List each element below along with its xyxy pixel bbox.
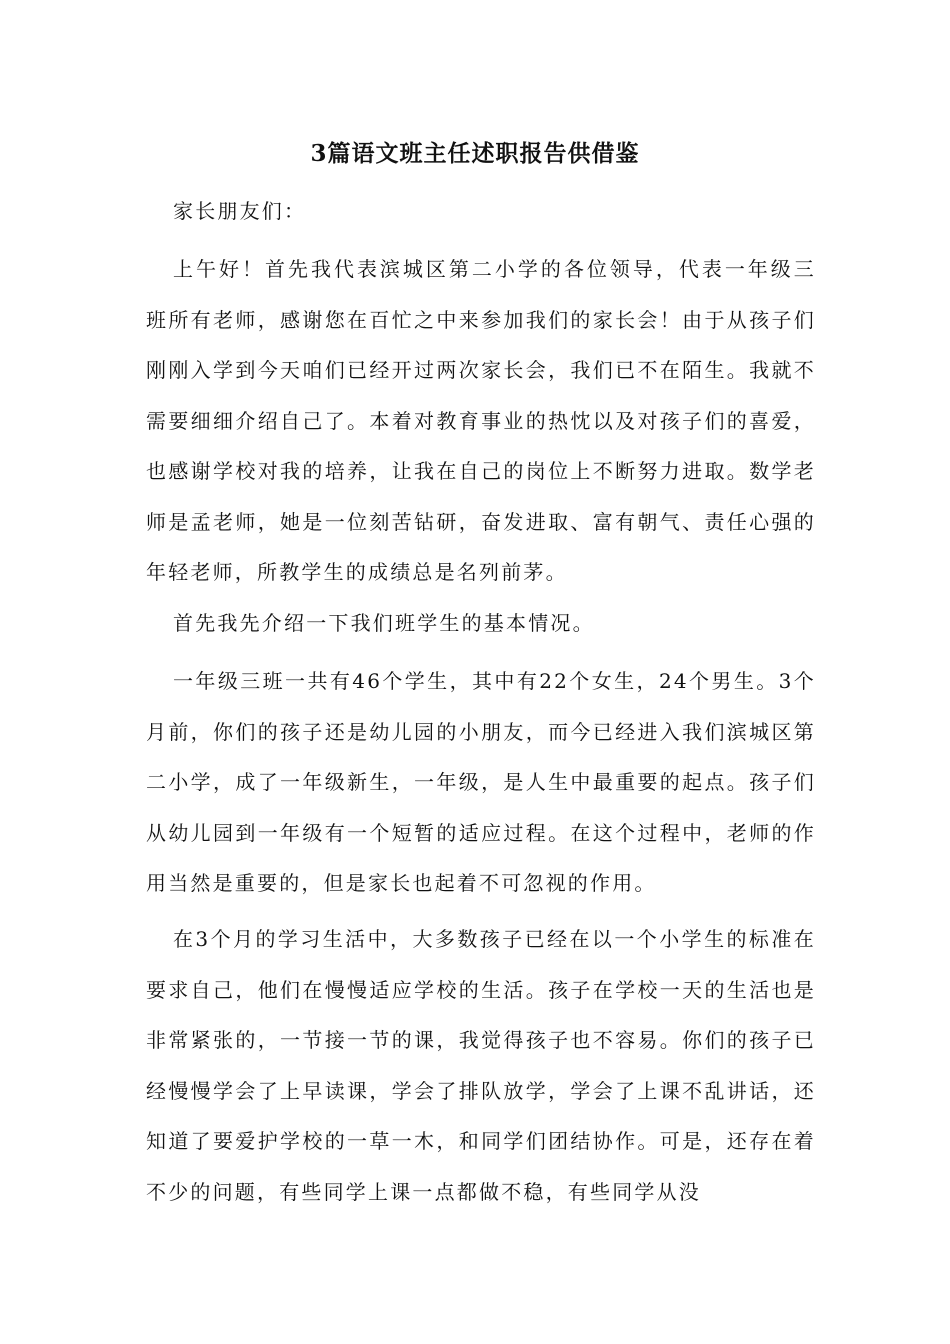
body-paragraph-learning-life: 在3个月的学习生活中，大多数孩子已经在以一个小学生的标准在要求自己，他们在慢慢适应学校的生活。孩子在学校一天的生活也是非常紧张的，一节接一节的课，我觉得孩子也不容易。你们的孩子已经慢慢学会了上早读课，学会了排队放学，学会了上课不乱讲话，还知道了要爱护学校的一草一木，和同学们团结协作。可是，还存在着不少的问题，有些同学上课一点都做不稳，有些同学从没	[146, 927, 816, 1204]
body-paragraph-greeting: 上午好！首先我代表滨城区第二小学的各位领导，代表一年级三班所有老师，感谢您在百忙之中来参加我们的家长会！由于从孩子们刚刚入学到今天咱们已经开过两次家长会，我们已不在陌生。我就不需要细细介绍自己了。本着对教育事业的热忱以及对孩子们的喜爱，也感谢学校对我的培养，让我在自己的岗位上不断努力进取。数学老师是孟老师，她是一位刻苦钻研，奋发进取、富有朝气、责任心强的年轻老师，所教学生的成绩总是名列前茅。	[146, 257, 816, 584]
body-paragraph-intro: 首先我先介绍一下我们班学生的基本情况。	[173, 611, 595, 635]
body-paragraph-class-info: 一年级三班一共有46个学生，其中有22个女生，24个男生。3个月前，你们的孩子还是幼儿园的小朋友，而今已经进入我们滨城区第二小学，成了一年级新生，一年级，是人生中最重要的起点。孩子们从幼儿园到一年级有一个短暂的适应过程。在这个过程中，老师的作用当然是重要的，但是家长也起着不可忽视的作用。	[146, 669, 816, 895]
document-title: 3篇语文班主任述职报告供借鉴	[310, 140, 640, 167]
salutation-paragraph: 家长朋友们：	[173, 199, 307, 223]
